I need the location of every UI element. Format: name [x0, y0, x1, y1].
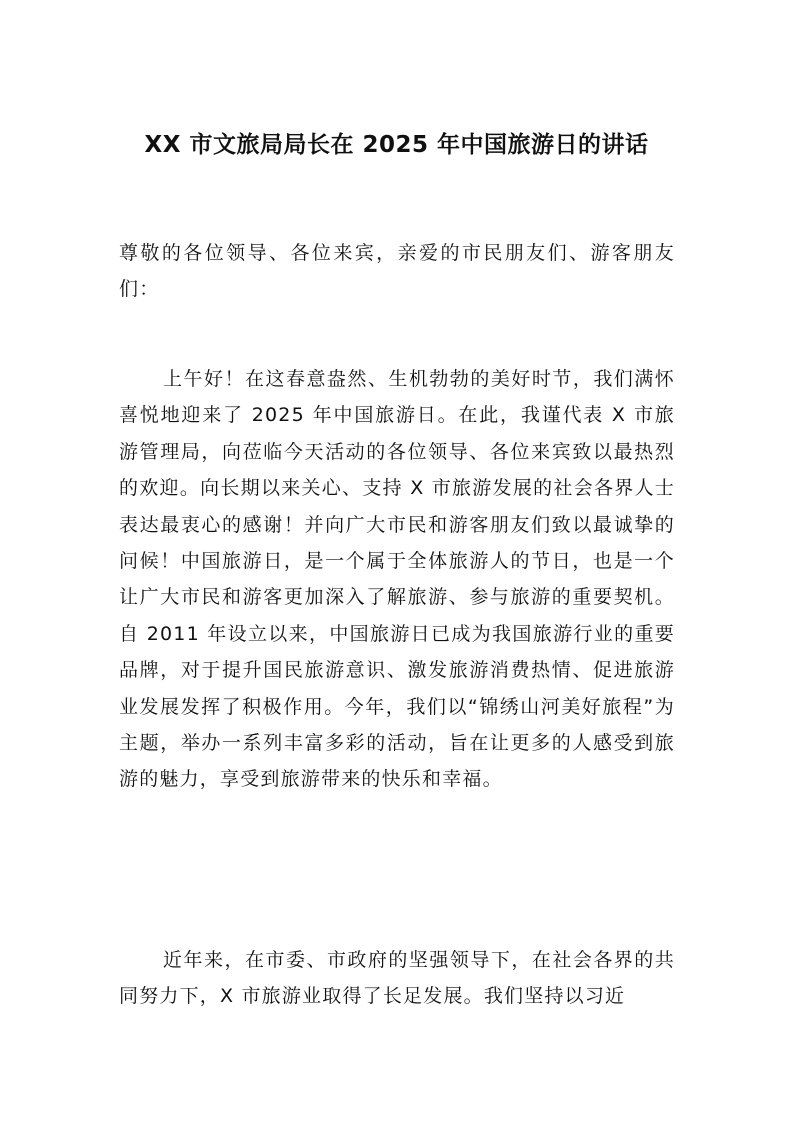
document-title: XX 市文旅局局长在 2025 年中国旅游日的讲话 — [144, 132, 649, 158]
body-paragraph-1: 上午好！在这春意盎然、生机勃勃的美好时节，我们满怀喜悦地迎来了 2025 年中国旅游日。在此，我谨代表 X 市旅游管理局，向莅临今天活动的各位领导、各位来宾致以最热烈的欢迎。向长期以来关心、支持 X 市旅游发展的社会各界人士表达最衷心的感谢！并向广大市民和游客朋友们致以最诚挚的问候！中国旅游日，是一个属于全体旅游人的节日，也是一个让广大市民和游客更加深入了解旅游、参与旅游的重要契机。自 2011 年设立以来，中国旅游日已成为我国旅游行业的重要品牌，对于提升国民旅游意识、激发旅游消费热情、促进旅游业发展发挥了积极作用。今年，我们以“锦绣山河美好旅程”为主题，举办一系列丰富多彩的活动，旨在让更多的人感受到旅游的魅力，享受到旅游带来的快乐和幸福。 — [119, 368, 675, 791]
greeting-paragraph: 尊敬的各位领导、各位来宾，亲爱的市民朋友们、游客朋友们： — [119, 242, 675, 301]
body-paragraph-2: 近年来，在市委、市政府的坚强领导下，在社会各界的共同努力下，X 市旅游业取得了长足发展。我们坚持以习近 — [119, 949, 675, 1008]
